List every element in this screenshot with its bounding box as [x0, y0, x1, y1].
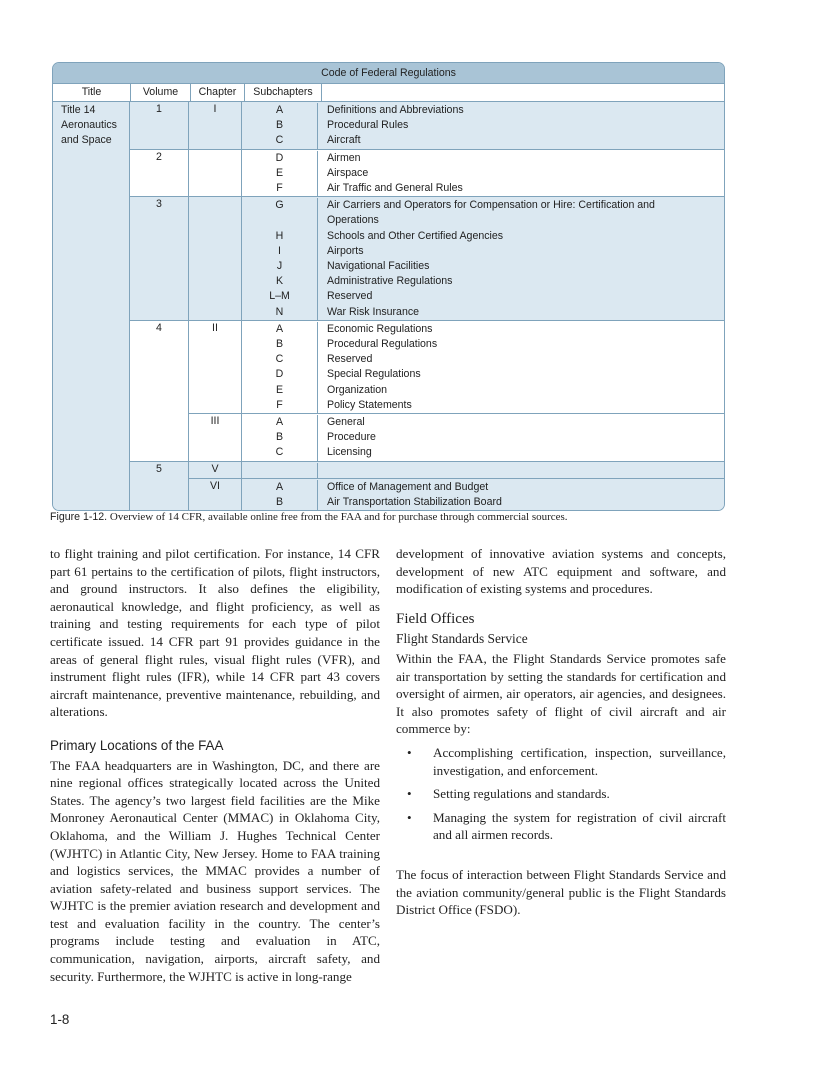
table-row — [242, 244, 724, 259]
paragraph: to flight training and pilot certification. For instance, 14 CFR part 61 pertains to the certification of pilots, flight instructors, and ground instructors. It also defines the eligibility, aeronautical knowledge, and flight proficiency, as well as training and testing requirements for each type of pilot certificate issued. 14 CFR part 91 provides guidance in the areas of general flight rules, visual flight rules (VFR), and instrument flight rules (IFR), while 14 CFR part 43 covers aircraft maintenance, preventive maintenance, rebuilding, and alterations. — [50, 546, 380, 720]
table-row — [242, 415, 724, 430]
table-row — [242, 118, 724, 133]
table-row — [242, 289, 724, 304]
subchapter-description: Definitions and Abbreviations — [327, 104, 464, 116]
subchapter-description: Procedural Rules — [327, 119, 409, 132]
subchapter-code: N — [242, 305, 318, 320]
table-row — [242, 305, 724, 320]
volume-cell: 5 — [130, 462, 189, 511]
subchapter-code: E — [242, 166, 318, 181]
chapter-block — [189, 321, 724, 414]
table-row — [242, 480, 724, 495]
table-row — [242, 430, 724, 445]
table-row — [242, 103, 724, 118]
bullet-text: Managing the system for registration of civil aircraft and all airmen records. — [433, 809, 726, 843]
table-row — [242, 398, 724, 413]
subchapter-description: Reserved — [327, 353, 373, 366]
table-row — [242, 463, 724, 478]
subchapter-description: Airports — [327, 244, 364, 257]
header-title: Title — [53, 84, 131, 101]
cfr-overview-table — [52, 62, 725, 511]
subchapter-description: Schools and Other Certified Agencies — [327, 229, 504, 242]
right-column — [396, 545, 726, 919]
page-number: 1-8 — [50, 1012, 70, 1027]
subchapter-description: Airspace — [327, 166, 369, 179]
subchapter-code: C — [242, 133, 318, 148]
paragraph: The FAA headquarters are in Washington, DC, and there are nine regional offices strategically located across the United States. The agency’s two largest field facilities are the Mike Monroney Aeronautical Center (MMAC) in Oklahoma City, Oklahoma, and the William J. Hughes Technical Center (WJHTC) in Atlantic City, New Jersey. Home to FAA training and logistics services, the MMAC provides a number of aviation safety-related and business support services. The WJHTC is the premier aviation research and development and test and evaluation facility in the country. The center’s programs include testing and evaluation in ATC, communication, navigation, airports, aircraft safety, and security. Furthermore, the WJHTC is active in long-range — [50, 757, 380, 984]
bullet-text: Setting regulations and standards. — [433, 786, 610, 802]
header-description — [322, 84, 724, 101]
subchapter-code: A — [242, 480, 318, 495]
subchapter-description: Procedural Regulations — [327, 338, 438, 351]
subchapter-description: Organization — [327, 383, 388, 396]
volume-cell: 1 — [130, 102, 189, 149]
header-volume: Volume — [131, 84, 191, 101]
figure-caption — [50, 511, 568, 523]
subchapter-code: B — [242, 118, 318, 133]
subchapter-code: K — [242, 274, 318, 289]
table-title: Code of Federal Regulations — [53, 63, 724, 84]
subchapter-code: E — [242, 383, 318, 398]
subchapter-description: Reserved — [327, 290, 373, 303]
bullet-icon: • — [407, 744, 412, 760]
subchapter-description: Procedure — [327, 431, 376, 444]
title-line: Aeronautics — [61, 119, 117, 132]
subchapter-description: General — [327, 416, 365, 429]
subchapter-code: C — [242, 352, 318, 367]
paragraph: The focus of interaction between Flight Standards Service and the aviation community/general public is the Flight Standards District Office (FSDO). — [396, 866, 726, 918]
bullet-item — [396, 744, 726, 779]
subchapter-code: D — [242, 367, 318, 382]
table-row — [242, 229, 724, 244]
chapter-block — [189, 462, 724, 479]
subchapter-description: Office of Management and Budget — [327, 480, 489, 493]
chapter-block — [189, 414, 724, 461]
subsection-heading: Flight Standards Service — [396, 631, 528, 647]
subchapter-description: Special Regulations — [327, 368, 421, 381]
subchapter-description: Air Transportation Stabilization Board — [327, 496, 502, 509]
subchapter-code: L–M — [242, 289, 318, 304]
volume-group — [130, 197, 724, 321]
subchapter-code: A — [242, 415, 318, 430]
chapter-cell — [189, 150, 242, 197]
volume-group — [130, 150, 724, 198]
table-row — [242, 133, 724, 148]
title-line: Title 14 — [61, 104, 96, 116]
subchapter-description: Air Carriers and Operators for Compensation or Hire: Certification and Operations — [327, 199, 655, 227]
subchapter-description — [318, 463, 724, 478]
table-row — [242, 495, 724, 510]
subchapter-code: G — [242, 198, 318, 228]
table-row — [242, 322, 724, 337]
subchapter-code: B — [242, 430, 318, 445]
subchapter-description: Navigational Facilities — [327, 260, 430, 273]
subchapter-description: Policy Statements — [327, 398, 412, 411]
subchapter-description: Aircraft — [327, 134, 361, 147]
figure-caption-text: Overview of 14 CFR, available online free from the FAA and for purchase through commercial sources. — [109, 511, 568, 523]
subchapter-description: Airmen — [327, 151, 361, 164]
bullet-item — [396, 785, 726, 803]
subchapter-code: A — [242, 103, 318, 118]
chapter-cell: VI — [189, 479, 242, 510]
subchapter-code — [242, 463, 318, 478]
volume-group — [130, 462, 724, 511]
section-heading: Primary Locations of the FAA — [50, 737, 224, 753]
figure-label: Figure 1-12. — [50, 511, 108, 523]
table-row — [242, 181, 724, 196]
volume-group — [130, 321, 724, 462]
subchapter-code: B — [242, 495, 318, 510]
chapter-block — [189, 102, 724, 149]
table-row — [242, 259, 724, 274]
table-row — [242, 337, 724, 352]
table-body — [53, 102, 724, 510]
table-header-row — [53, 84, 724, 102]
header-chapter: Chapter — [191, 84, 245, 101]
chapter-cell — [189, 197, 242, 320]
subchapter-description: War Risk Insurance — [327, 305, 420, 318]
subchapter-code: A — [242, 322, 318, 337]
paragraph: development of innovative aviation systems and concepts, development of new ATC equipment and software, and modification of existing systems and procedures. — [396, 546, 726, 597]
subchapter-code: F — [242, 181, 318, 196]
bullet-item — [396, 809, 726, 844]
volume-cell: 2 — [130, 150, 189, 197]
table-row — [242, 274, 724, 289]
subchapter-description: Air Traffic and General Rules — [327, 182, 463, 195]
table-row — [242, 445, 724, 460]
table-row — [242, 352, 724, 367]
paragraph: Within the FAA, the Flight Standards Service promotes safe air transportation by setting the standards for certification and oversight of airmen, air operators, air agencies, and designees. It also promotes safety of flight of civil aircraft and air commerce by: — [396, 650, 726, 737]
title-line: and Space — [61, 134, 112, 147]
chapter-block — [189, 479, 724, 510]
table-row — [242, 383, 724, 398]
chapter-block — [189, 197, 724, 320]
section-heading: Field Offices — [396, 610, 475, 627]
header-subchapters: Subchapters — [245, 84, 322, 101]
bullet-icon: • — [407, 809, 412, 825]
subchapter-code: B — [242, 337, 318, 352]
subchapter-description: Economic Regulations — [327, 322, 433, 335]
bullet-list — [396, 744, 726, 844]
volume-group — [130, 102, 724, 150]
subchapter-code: J — [242, 259, 318, 274]
table-row — [242, 166, 724, 181]
volume-cell: 4 — [130, 321, 189, 461]
bullet-icon: • — [407, 786, 412, 802]
table-row — [242, 198, 724, 228]
chapter-cell: V — [189, 462, 242, 478]
subchapter-code: D — [242, 151, 318, 166]
subchapter-description: Licensing — [327, 446, 372, 459]
left-column — [50, 545, 380, 985]
volume-cell: 3 — [130, 197, 189, 320]
chapter-cell: I — [189, 102, 242, 149]
title-cell — [53, 102, 130, 510]
subchapter-code: H — [242, 229, 318, 244]
subchapter-code: F — [242, 398, 318, 413]
subchapter-description: Administrative Regulations — [327, 275, 453, 288]
chapter-cell: III — [189, 414, 242, 461]
chapter-block — [189, 150, 724, 197]
table-row — [242, 367, 724, 382]
subchapter-code: I — [242, 244, 318, 259]
bullet-text: Accomplishing certification, inspection, surveillance, investigation, and enforcement. — [433, 744, 726, 778]
table-row — [242, 151, 724, 166]
subchapter-code: C — [242, 445, 318, 460]
chapter-cell: II — [189, 321, 242, 413]
volume-groups — [130, 102, 724, 510]
